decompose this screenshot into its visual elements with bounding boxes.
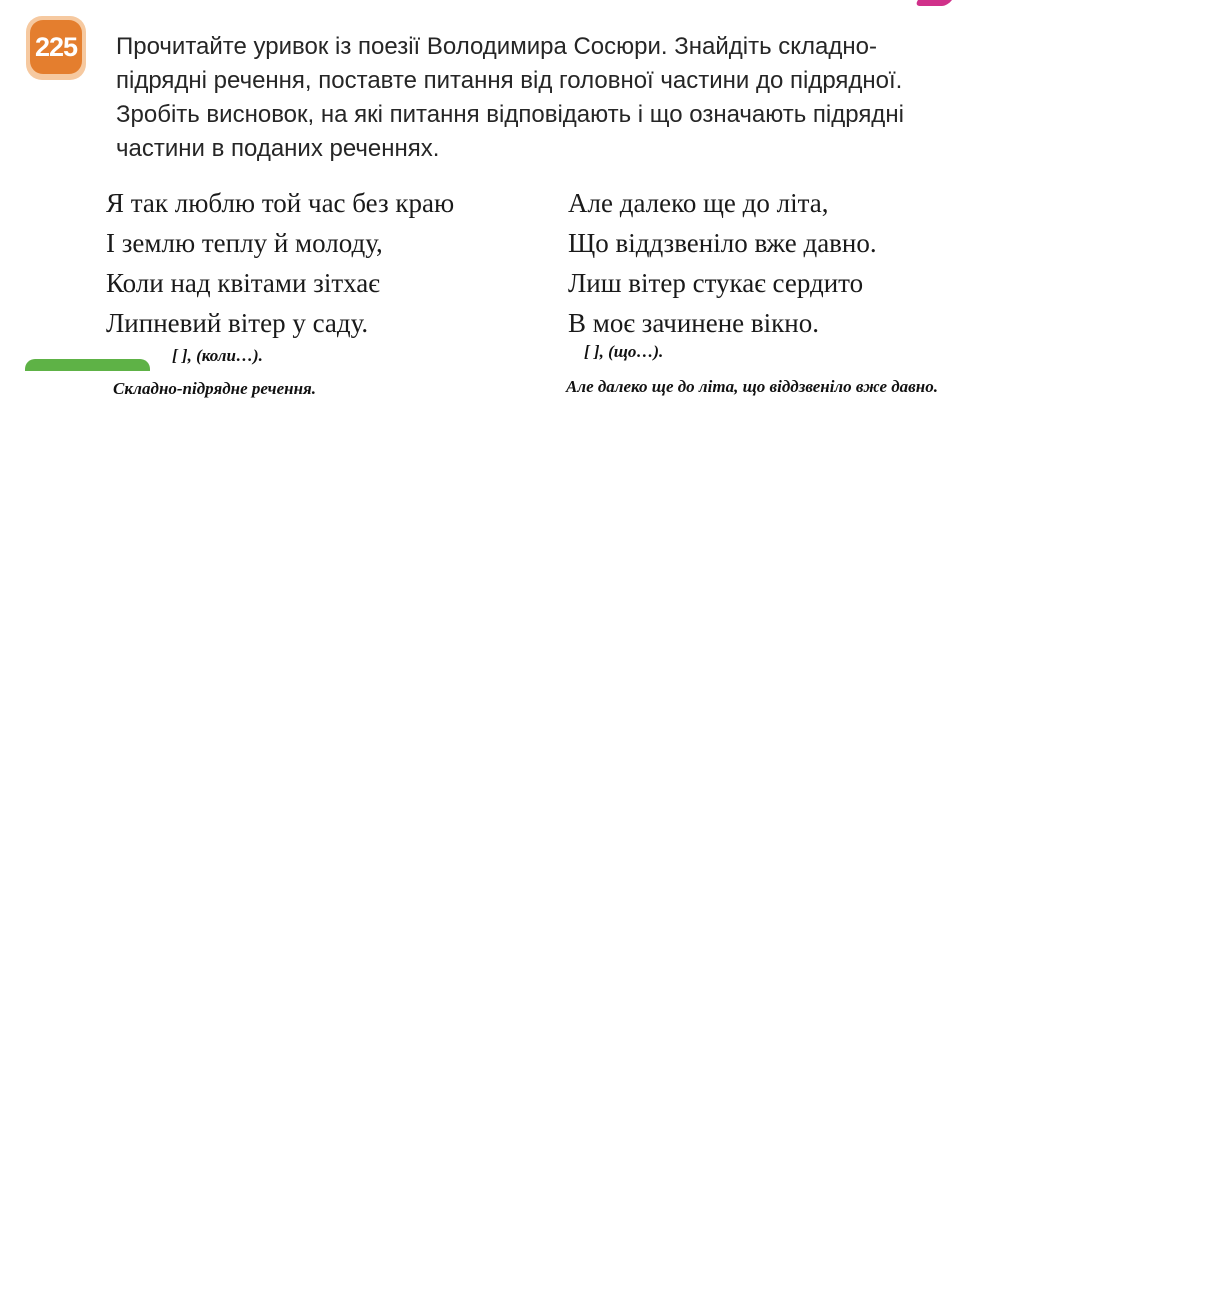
sentence-scheme-right: [ ], (що…).	[584, 342, 664, 361]
task-number-badge	[26, 16, 86, 80]
instruction-line: Прочитайте уривок із поезії Володимира Сосюри. Знайдіть складно-	[116, 33, 877, 60]
answer-note-right: Але далеко ще до літа, що віддзвеніло вже давно.	[566, 377, 938, 396]
corner-decoration	[914, 0, 956, 6]
answer-note-left: Складно-підрядне речення.	[113, 379, 317, 398]
section-tab	[25, 359, 150, 371]
instruction-line: підрядні речення, поставте питання від головної частини до підрядної.	[116, 67, 903, 94]
poem-left-stanza	[106, 183, 454, 343]
sentence-scheme-left: [ ], (коли…).	[172, 346, 263, 365]
poem-line: Я так люблю той час без краю	[106, 188, 455, 218]
poem-line: В моє зачинене вікно.	[568, 308, 819, 338]
poem-line: Коли над квітами зітхає	[106, 268, 380, 298]
poem-line: Що віддзвеніло вже давно.	[568, 228, 877, 258]
task-instruction	[116, 30, 946, 166]
task-number: 225	[30, 20, 82, 74]
poem-line: Лиш вітер стукає сердито	[568, 268, 864, 298]
instruction-line: Зробіть висновок, на які питання відповідають і що означають підрядні	[116, 101, 904, 128]
poem-line: Липневий вітер у саду.	[106, 308, 369, 338]
poem-line: І землю теплу й молоду,	[106, 228, 383, 258]
instruction-line: частини в поданих реченнях.	[116, 135, 440, 162]
poem-right-stanza	[568, 183, 877, 343]
poem-line: Але далеко ще до літа,	[568, 188, 829, 218]
